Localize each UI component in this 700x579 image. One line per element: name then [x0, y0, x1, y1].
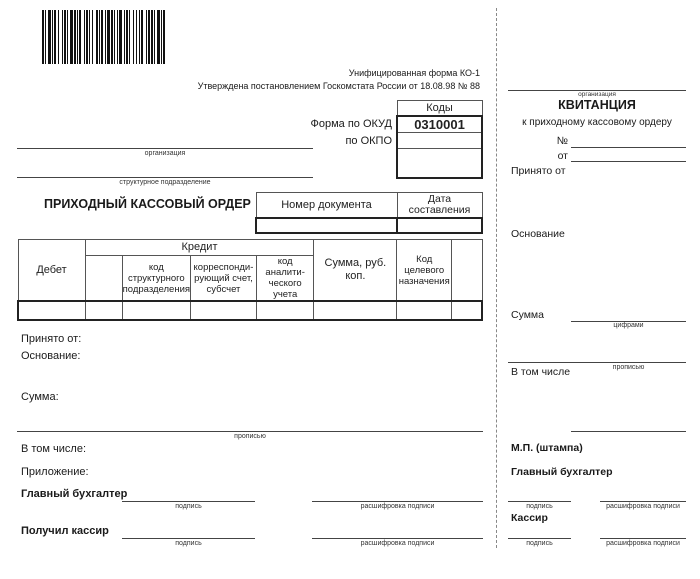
- receipt-title: КВИТАНЦИЯ: [558, 98, 636, 112]
- received-from-label: Принято от:: [21, 333, 82, 345]
- doc-number-header: Номер документа: [256, 193, 397, 218]
- signature-caption: подпись: [175, 503, 202, 510]
- digits-caption: цифрами: [613, 322, 644, 329]
- receipt-amount-label: Сумма: [511, 309, 544, 321]
- receipt-basis-label: Основание: [511, 228, 565, 240]
- chief-accountant-label: Главный бухгалтер: [21, 488, 128, 500]
- receipt-number-label: №: [556, 135, 568, 147]
- basis-label: Основание:: [21, 350, 81, 362]
- receipt-date-field[interactable]: [571, 161, 686, 162]
- stamp-label: М.П. (штампа): [511, 442, 583, 454]
- cut-line: [496, 8, 497, 548]
- organization-field[interactable]: [17, 148, 313, 149]
- subdivision-field[interactable]: [17, 177, 313, 178]
- chief-accountant-signature-field[interactable]: [122, 501, 255, 502]
- amount-label: Сумма:: [21, 391, 59, 403]
- credit-header: Кредит: [85, 240, 314, 256]
- doc-number-table: [255, 192, 483, 234]
- cashier-decode-field[interactable]: [312, 538, 483, 539]
- receipt-signature-caption: подпись: [526, 540, 553, 547]
- receipt-cashier-signature-field[interactable]: [508, 538, 571, 539]
- signature-decode-caption: расшифровка подписи: [360, 503, 435, 510]
- attachment-label: Приложение:: [21, 466, 89, 478]
- row-cell-3[interactable]: [191, 301, 257, 320]
- barcode-icon: [42, 10, 276, 64]
- approval-text: Утверждена постановлением Госкомстата России от 18.08.98 № 88: [197, 81, 480, 91]
- row-extra[interactable]: [452, 301, 482, 320]
- receipt-chief-accountant-label: Главный бухгалтер: [511, 466, 613, 478]
- signature-decode-caption: расшифровка подписи: [360, 540, 435, 547]
- credit-sub-0: [85, 256, 122, 302]
- receipt-cashier-decode-field[interactable]: [600, 538, 686, 539]
- extra-header: [452, 240, 482, 302]
- row-purpose-code[interactable]: [397, 301, 452, 320]
- amount-words-field[interactable]: [17, 431, 483, 432]
- receipt-signature-decode-caption: расшифровка подписи: [606, 503, 680, 510]
- row-amount[interactable]: [314, 301, 397, 320]
- date-value[interactable]: [397, 218, 482, 233]
- credit-sub-analytic-code: код аналити-ческого учета: [256, 256, 314, 302]
- receipt-from-label: от: [557, 150, 568, 162]
- okud-label: Форма по ОКУД: [310, 118, 392, 130]
- in-words-caption: прописью: [234, 433, 266, 440]
- row-cell-2[interactable]: [122, 301, 190, 320]
- receipt-cashier-label: Кассир: [511, 512, 548, 524]
- amount-header: Сумма, руб. коп.: [314, 240, 397, 302]
- order-title: ПРИХОДНЫЙ КАССОВЫЙ ОРДЕР: [44, 197, 251, 211]
- codes-header: Коды: [397, 101, 482, 116]
- debit-header: Дебет: [18, 240, 85, 302]
- row-debit[interactable]: [18, 301, 85, 320]
- row-cell-1[interactable]: [85, 301, 122, 320]
- receipt-including-field[interactable]: [571, 431, 686, 432]
- codes-table: [396, 100, 483, 179]
- receipt-received-from-label: Принято от: [511, 165, 566, 177]
- doc-number-value[interactable]: [256, 218, 397, 233]
- receipt-chief-decode-field[interactable]: [600, 501, 686, 502]
- extra-code-value[interactable]: [397, 148, 482, 178]
- signature-caption: подпись: [175, 540, 202, 547]
- receipt-amount-words-field[interactable]: [508, 362, 686, 363]
- row-cell-4[interactable]: [256, 301, 314, 320]
- receipt-signature-decode-caption: расшифровка подписи: [606, 540, 680, 547]
- date-header: Дата составления: [397, 193, 482, 218]
- receipt-organization-caption: организация: [578, 91, 616, 98]
- cashier-received-label: Получил кассир: [21, 525, 109, 537]
- subdivision-caption: структурное подразделение: [119, 179, 211, 186]
- organization-caption: организация: [144, 150, 186, 157]
- including-label: В том числе:: [21, 443, 87, 455]
- credit-sub-corr-account: корреспонди-рующий счет, субсчет: [191, 256, 257, 302]
- receipt-number-field[interactable]: [571, 147, 686, 148]
- receipt-in-words-caption: прописью: [612, 364, 645, 371]
- purpose-code-header: Код целевого назначения: [397, 240, 452, 302]
- accounting-table: [17, 239, 483, 321]
- chief-accountant-decode-field[interactable]: [312, 501, 483, 502]
- form-name: Унифицированная форма КО-1: [348, 68, 480, 78]
- okpo-value[interactable]: [397, 132, 482, 148]
- receipt-signature-caption: подпись: [526, 503, 553, 510]
- credit-sub-subdivision-code: код структурного подразделения: [122, 256, 190, 302]
- okud-value[interactable]: 0310001: [397, 116, 482, 133]
- cashier-signature-field[interactable]: [122, 538, 255, 539]
- okpo-label: по ОКПО: [345, 135, 392, 147]
- receipt-including-label: В том числе: [511, 366, 571, 378]
- receipt-subtitle: к приходному кассовому ордеру: [522, 117, 672, 128]
- receipt-chief-signature-field[interactable]: [508, 501, 571, 502]
